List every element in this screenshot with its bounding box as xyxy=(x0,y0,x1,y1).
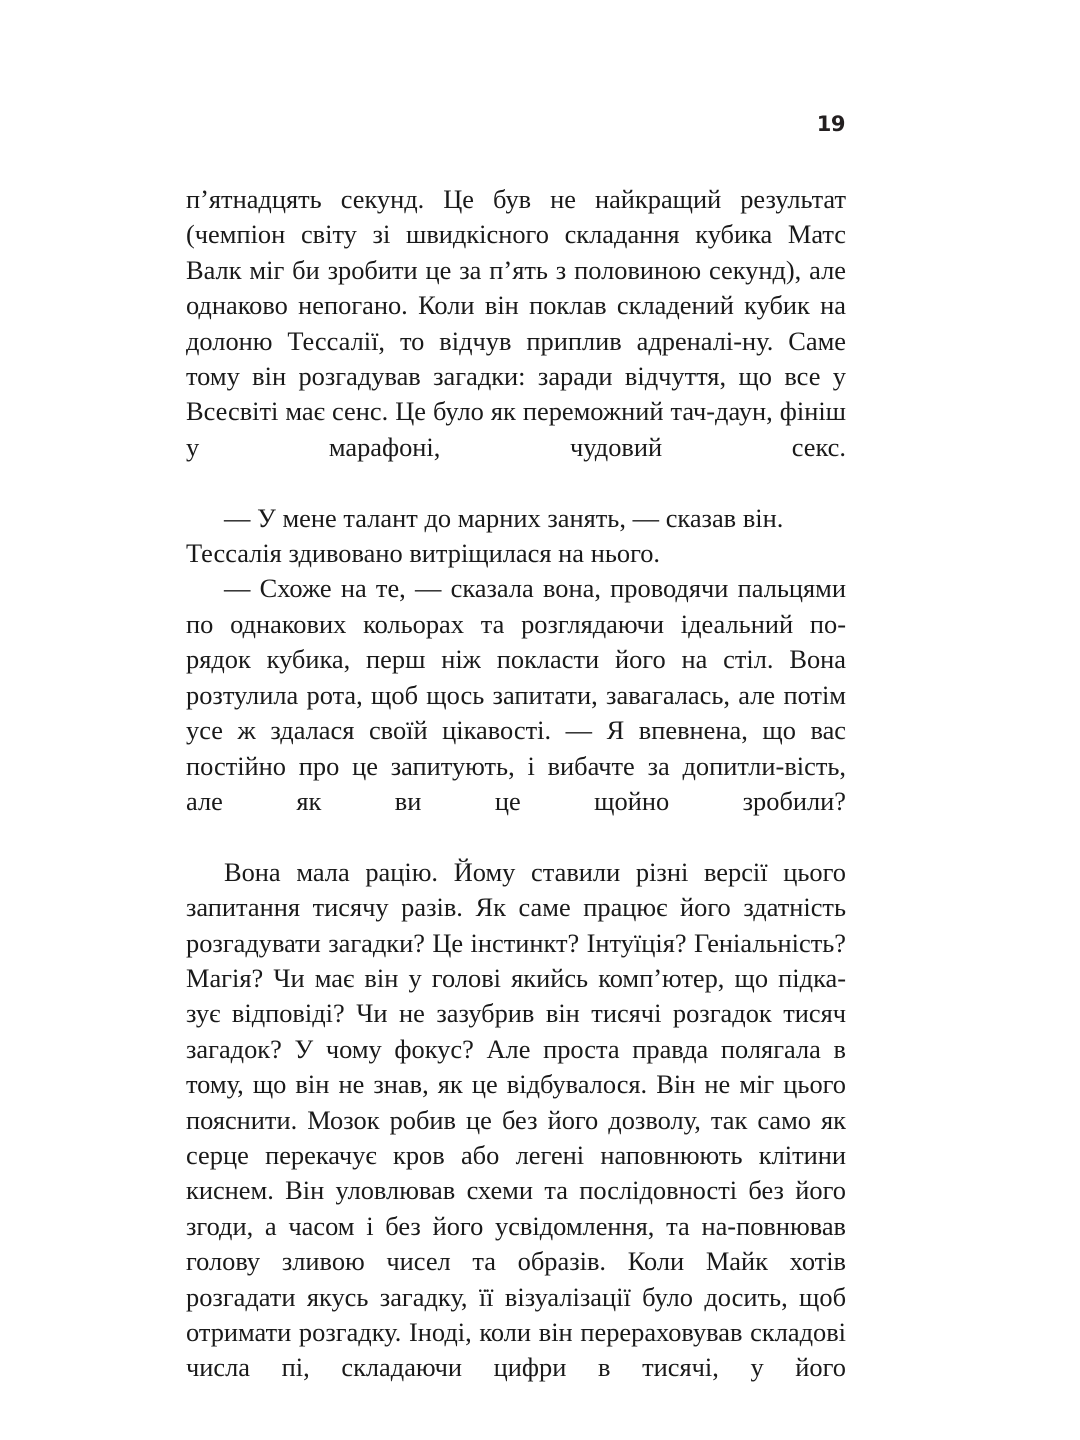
dialogue-paragraph: — Схоже на те, — сказала вона, проводячи пальцями по однакових кольорах та розглядаючи ідеальний по-рядок кубика, перш ніж покласти його на стіл. Вона розтулила рота, щоб щось запитати, завагалась, але потім усе ж здалася своїй цікавості. — Я впевнена, що вас постійно про це запитують, і вибачте за допитли-вість, але як ви це щойно зробили? xyxy=(186,573,846,816)
paragraph: Вона мала рацію. Йому ставили різні версії цього запитання тисячу разів. Як саме працює його здатність розгадувати загадки? Це інстинкт? Інтуїція? Геніальність? Магія? Чи має він у голові якийсь комп’ютер, що підка-зує відповіді? Чи не зазубрив він тисячі розгадок тисяч загадок? У чому фокус? Але проста правда полягала в тому, що він не знав, як це відбувалося. Він не міг цього пояснити. Мозок робив це без його дозволу, так само як серце перекачує кров або легені наповнюють клітини киснем. Він уловлював схеми та послідовності без його згоди, а часом і без його усвідомлення, та на-повнював голову зливою чисел та образів. Коли Майк хотів розгадати якусь загадку, її візуалізації було досить, щоб отримати розгадку. Іноді, коли він перераховував складові числа пі, складаючи цифри в тисячі, у його xyxy=(186,856,846,1383)
paragraph: Тессалія здивовано витріщилася на нього. xyxy=(186,538,661,569)
page-number: 19 xyxy=(816,112,845,136)
body-text-block xyxy=(186,182,846,1421)
paragraph: п’ятнадцять секунд. Це був не найкращий результат (чемпіон світу зі швидкісного складання кубика Матс Валк міг би зробити це за п’ять з половиною секунд), але однаково непогано. Коли він поклав складений кубик на долоню Тессалії, то відчув приплив адреналі-ну. Саме тому він розгадував загадки: заради відчуття, що все у Всесвіті має сенс. Це було як переможний тач-даун, фініш у марафоні, чудовий секс. xyxy=(186,184,846,462)
dialogue-paragraph: — У мене талант до марних занять, — сказав він. xyxy=(224,502,784,533)
